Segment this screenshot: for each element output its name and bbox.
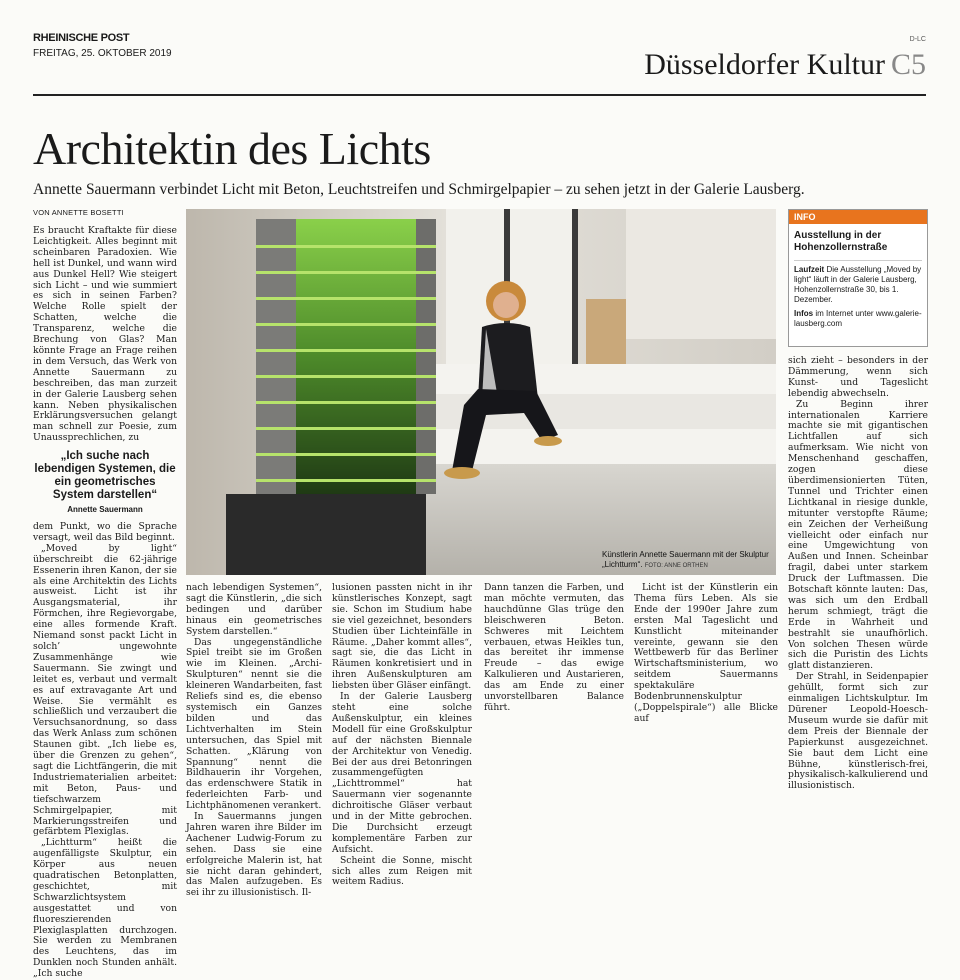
issue-date: FREITAG, 25. OKTOBER 2019 xyxy=(33,48,172,59)
article-column-1 xyxy=(33,225,177,980)
paragraph: „Moved by light“ überschreibt die 62-jährige Essenerin ihren Kanon, der sie als eine Architektin des Lichts ausweist. Licht ist ihr Ausgangsmaterial, ihr Förmchen, ihre Regievorgabe, eine alles formende Kraft. Niemand sonst packt Licht in solch’ ungewohnte Zusammenhänge wie Sauermann. Sie zwingt und leitet es, verbaut und vermalt es auf extravagante Art und Weise. Sie vermählt es schließlich und verzaubert die Versuchsanordnung, so dass das Werk Anlass zum schönen Staunen gibt. „Ich liebe es, über die Grenzen zu gehen“, sagt die Lichtfängerin, die mit Industriematerialien arbeitet: mit Beton, Paus- und tiefschwarzem Schmirgelpapier, mit Markierungsstreifen und gefärbtem Plexiglas. xyxy=(33,542,177,838)
paragraph: dem Punkt, wo die Sprache versagt, weil das Bild beginnt. xyxy=(33,521,177,543)
paragraph: Es braucht Kraftakte für diese Leichtigkeit. Alles beginnt mit scheinbaren Paradoxien. Wie hell ist Dunkel, und wann wird aus Dunkel Hell? Wie steigert sich Licht – und wie summiert es sich in seinen Farben? Welche Rolle spielt der Schatten, welche die Transparenz, welche die Brechung von Glas? Man könnte Frage an Frage reihen in dem Versuch, das Werk von Annette Sauermann zu beschreiben, das man zurzeit in der Galerie Lausberg sehen kann. Neben physikalischen Erklärungsversuchen gelangt man schnell zur Poesie, zum Unaussprechlichen, zu xyxy=(33,225,177,444)
pull-quote-text: „Ich suche nach lebendigen Systemen, die ein geometrisches System darstellen“ xyxy=(34,450,176,502)
section-name: Düsseldorfer Kultur xyxy=(644,48,885,81)
info-title: Ausstellung in der Hohenzollernstraße xyxy=(794,230,888,253)
paragraph: Dann tanzen die Farben, und man möchte vermuten, das hauchdünne Glas trüge den bleischweren Beton. Schweres mit Leichtem verbauen, etwas Heikles tun, das bereitet ihr immense Freude – das ewige Kalkulieren und Austarieren, das am Ende zu einer unvorstellbaren Balance führt. xyxy=(484,582,624,713)
info-box xyxy=(788,209,928,347)
paper-name: RHEINISCHE POST xyxy=(33,32,130,44)
paragraph: In der Galerie Lausberg steht eine solche Außenskulptur, ein kleines Modell für eine Großskulptur auf der nächsten Biennale der Architektur von Venedig. Bei der aus drei Betonringen zusammengefügten „Lichttrommel“ hat Sauermann vier sogenannte dichroitische Gläser verbaut und in der Mitte gebrochen. Die Durchsicht erzeugt komplementäre Farben zur Aufsicht. xyxy=(332,691,472,855)
paragraph: In Sauermanns jungen Jahren waren ihre Bilder im Aachener Ludwig-Forum zu sehen. Dass sie eine erfolgreiche Malerin ist, hat sie nicht daran gehindert, das Malen aufzugeben. Es sei ihr zu illusionistisch. Il- xyxy=(186,811,322,899)
photo-credit: FOTO: ANNE ORTHEN xyxy=(644,563,708,569)
paragraph: Der Strahl, in Seidenpapier gehüllt, formt sich zur einmaligen Lichtskulptur. Im Dürener Leopold-Hoesch-Museum wurde sie dafür mit dem Preis der Biennale der Papierkunst ausgezeichnet. Sie baut dem Licht eine Bühne, künstlerisch-frei, physikalisch-kalkulierend und illusionistisch. xyxy=(788,671,928,792)
paragraph: lusionen passten nicht in ihr künstlerisches Konzept, sagt sie. Schon im Studium habe sie viel gezeichnet, besonders Studien über Lichteinfälle in Räume. „Daher kommt alles“, sagt sie, die das Licht in Räumen konkretisiert und in ihren Außenskulpturen am liebsten über Gläser einfängt. xyxy=(332,582,472,692)
info-web xyxy=(789,305,927,329)
paragraph: Licht ist der Künstlerin ein Thema fürs Leben. Als sie Ende der 1990er Jahre zum ersten Mal Tageslicht und Kunstlicht miteinander vereinte, gewann sie den Wettbewerb für das Berliner Wirtschaftsministerium, wo seitdem Sauermanns spektakuläre Bodenbrunnenskulptur („Doppelspirale“) alle Blicke auf xyxy=(634,582,778,724)
byline: VON ANNETTE BOSETTI xyxy=(33,208,124,217)
article-column-2 xyxy=(186,582,322,899)
photo-artwork-image xyxy=(186,209,776,575)
section-title xyxy=(644,48,926,82)
info-runtime xyxy=(789,261,927,305)
info-web-text: im Internet unter www.galerie-lausberg.com xyxy=(794,309,922,328)
pull-quote xyxy=(33,450,177,516)
paragraph: sich zieht – besonders in der Dämmerung, wenn sich Kunst- und Tageslicht lebendig abwechseln. xyxy=(788,355,928,399)
article-column-6 xyxy=(788,356,928,826)
deck: Annette Sauermann verbindet Licht mit Beton, Leuchtstreifen und Schmirgelpapier – zu sehen jetzt in der Galerie Lausberg. xyxy=(33,181,805,198)
pull-quote-author: Annette Sauermann xyxy=(67,505,143,515)
caption-text: Künstlerin Annette Sauermann mit der Skulptur „Lichtturm“. xyxy=(602,550,769,569)
article-column-3 xyxy=(332,582,472,888)
info-runtime-label: Laufzeit xyxy=(794,265,825,274)
article-column-5 xyxy=(634,583,778,826)
paragraph: „Lichtturm“ heißt die augenfälligste Skulptur, ein Körper aus neuen quadratischen Betonplatten, geschichtet, mit Schwarzlichtsystem ausgestattet und von fluoreszierenden Plexiglasplatten durchzogen. Sie werden zu Membranen des Leuchtens, das im Dunklen noch Stunden anhält. „Ich suche xyxy=(33,837,177,980)
info-runtime-text: Die Ausstellung „Moved by light“ läuft in der Galerie Lausberg, Hohenzollernstraße 30, bis 1. Dezember. xyxy=(794,265,922,304)
paragraph: Das ungegenständliche Spiel treibt sie im Großen wie im Kleinen. „Archi-Skulpturen“ nennt sie die kleineren Wandarbeiten, fast Reliefs sind es, die ebenso systemisch ein Ganzes bilden und das Lichtverhalten im Stein untersuchen, das Spiel mit Schatten. „Klärung von Spannung“ nennt die Bildhauerin ihr Vorgehen, das erdenschwere Statik in federleichten Farb- und Lichtphänomenen verankert. xyxy=(186,636,322,812)
photo-caption xyxy=(602,550,772,571)
article-column-4 xyxy=(484,583,624,826)
paragraph: Scheint die Sonne, mischt sich alles zum Reigen mit weitem Radius. xyxy=(332,854,472,888)
page-number: C5 xyxy=(890,48,926,81)
masthead xyxy=(33,32,233,59)
info-label: INFO xyxy=(789,210,927,224)
article-photo xyxy=(186,209,776,575)
paragraph: Zu Beginn ihrer internationalen Karriere machte sie mit gigantischen Lichtfallen auf sich aufmerksam. Wie nicht von Menschenhand geschaffen, zogen diese überdimensionierten Tüten, Tunnel und Trichter einen Lichtkanal in riesige dunkle, mitunter verstopfte Räume; ein Zeichen der Verheißung vielleicht oder einfach nur eine Umgewichtung von Außen und Innen. Scheinbar fragil, dabei unter starkem Druck der Luftmassen. Die Botschaft könnte lauten: Das, was sich um den Erdball herum schmiegt, trägt die Erde in Wahrheit und bestrahlt sie unaufhörlich. Von solchen Thesen würde sich die Puristin des Lichts glatt distanzieren. xyxy=(788,398,928,672)
masthead-rule xyxy=(33,94,926,96)
paragraph: nach lebendigen Systemen“, sagt die Künstlerin, „die sich bedingen und darüber hinaus ein geometrisches System darstellen.“ xyxy=(186,582,322,637)
headline: Architektin des Lichts xyxy=(33,123,431,174)
info-web-label: Infos xyxy=(794,309,814,318)
page-id: D-LC xyxy=(909,36,926,43)
